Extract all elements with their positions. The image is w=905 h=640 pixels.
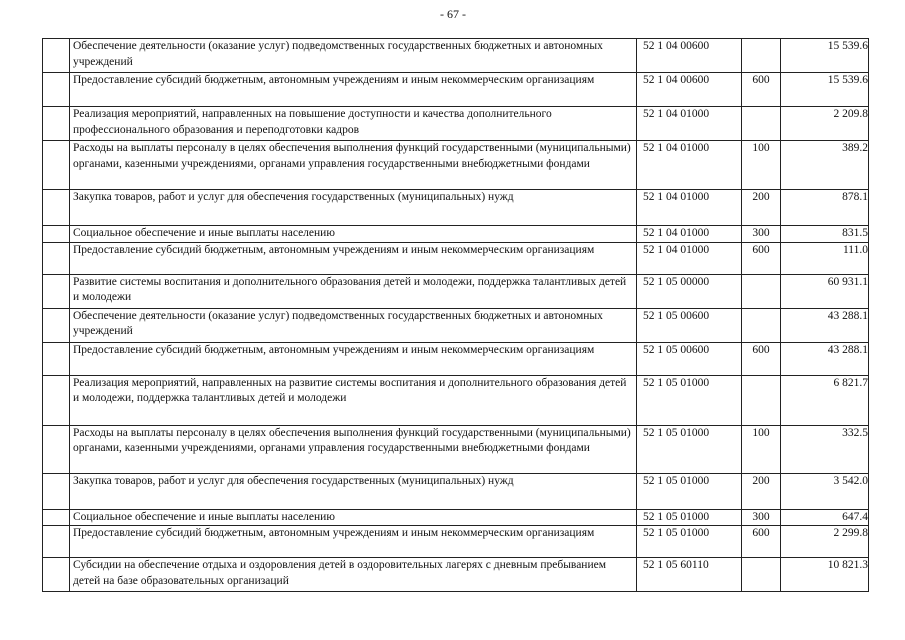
expense-name: Предоставление субсидий бюджетным, автономным учреждениям и иным некоммерческим организациям — [70, 73, 637, 107]
expense-name: Реализация мероприятий, направленных на повышение доступности и качества дополнительного профессионального образования и переподготовки кадров — [70, 107, 637, 141]
row-blank-cell — [43, 73, 70, 107]
target-code: 52 1 05 00600 — [637, 342, 742, 375]
row-blank-cell — [43, 190, 70, 226]
expense-name: Расходы на выплаты персоналу в целях обеспечения выполнения функций государственными (муниципальными) органами, казенными учреждениями, органами управления государственными внебюджетными фондами — [70, 141, 637, 190]
expense-name: Обеспечение деятельности (оказание услуг) подведомственных государственных бюджетных и автономных учреждений — [70, 39, 637, 73]
target-code: 52 1 05 01000 — [637, 526, 742, 558]
amount: 43 288.1 — [781, 308, 869, 342]
expense-type — [742, 39, 781, 73]
table-row — [43, 473, 869, 509]
table-row — [43, 308, 869, 342]
expense-type: 200 — [742, 190, 781, 226]
table-row — [43, 141, 869, 190]
table-row — [43, 342, 869, 375]
expense-type: 600 — [742, 526, 781, 558]
amount: 43 288.1 — [781, 342, 869, 375]
expense-name: Предоставление субсидий бюджетным, автономным учреждениям и иным некоммерческим организациям — [70, 242, 637, 274]
target-code: 52 1 05 00000 — [637, 274, 742, 308]
expense-type: 600 — [742, 242, 781, 274]
target-code: 52 1 05 01000 — [637, 375, 742, 425]
expense-name: Предоставление субсидий бюджетным, автономным учреждениям и иным некоммерческим организациям — [70, 342, 637, 375]
expense-name: Закупка товаров, работ и услуг для обеспечения государственных (муниципальных) нужд — [70, 190, 637, 226]
amount: 2 209.8 — [781, 107, 869, 141]
expense-type: 200 — [742, 473, 781, 509]
target-code: 52 1 04 01000 — [637, 141, 742, 190]
expense-name: Закупка товаров, работ и услуг для обеспечения государственных (муниципальных) нужд — [70, 473, 637, 509]
table-row — [43, 558, 869, 592]
expense-type: 600 — [742, 342, 781, 375]
expense-type: 100 — [742, 425, 781, 473]
expense-type: 300 — [742, 226, 781, 243]
amount: 878.1 — [781, 190, 869, 226]
amount: 111.0 — [781, 242, 869, 274]
target-code: 52 1 05 00600 — [637, 308, 742, 342]
target-code: 52 1 04 01000 — [637, 242, 742, 274]
table-row — [43, 242, 869, 274]
expense-type — [742, 274, 781, 308]
target-code: 52 1 04 01000 — [637, 107, 742, 141]
target-code: 52 1 04 00600 — [637, 73, 742, 107]
expense-name: Расходы на выплаты персоналу в целях обеспечения выполнения функций государственными (муниципальными) органами, казенными учреждениями, органами управления государственными внебюджетными фондами — [70, 425, 637, 473]
amount: 831.5 — [781, 226, 869, 243]
table-row — [43, 73, 869, 107]
row-blank-cell — [43, 558, 70, 592]
expense-type: 300 — [742, 509, 781, 526]
amount: 3 542.0 — [781, 473, 869, 509]
target-code: 52 1 04 01000 — [637, 190, 742, 226]
row-blank-cell — [43, 141, 70, 190]
expense-name: Социальное обеспечение и иные выплаты населению — [70, 509, 637, 526]
row-blank-cell — [43, 242, 70, 274]
row-blank-cell — [43, 107, 70, 141]
table-row — [43, 274, 869, 308]
amount: 6 821.7 — [781, 375, 869, 425]
row-blank-cell — [43, 473, 70, 509]
expense-type: 600 — [742, 73, 781, 107]
amount: 332.5 — [781, 425, 869, 473]
table-row — [43, 425, 869, 473]
expense-name: Обеспечение деятельности (оказание услуг) подведомственных государственных бюджетных и автономных учреждений — [70, 308, 637, 342]
table-row — [43, 226, 869, 243]
amount: 60 931.1 — [781, 274, 869, 308]
expense-type — [742, 558, 781, 592]
target-code: 52 1 05 01000 — [637, 473, 742, 509]
target-code: 52 1 04 01000 — [637, 226, 742, 243]
expense-name: Реализация мероприятий, направленных на развитие системы воспитания и дополнительного образования детей и молодежи, поддержка талантливых детей и молодежи — [70, 375, 637, 425]
table-row — [43, 509, 869, 526]
row-blank-cell — [43, 526, 70, 558]
table-row — [43, 526, 869, 558]
row-blank-cell — [43, 425, 70, 473]
amount: 15 539.6 — [781, 73, 869, 107]
amount: 2 299.8 — [781, 526, 869, 558]
target-code: 52 1 05 01000 — [637, 425, 742, 473]
row-blank-cell — [43, 226, 70, 243]
amount: 389.2 — [781, 141, 869, 190]
row-blank-cell — [43, 274, 70, 308]
expense-type: 100 — [742, 141, 781, 190]
budget-table — [42, 38, 869, 592]
table-row — [43, 107, 869, 141]
expense-name: Субсидии на обеспечение отдыха и оздоровления детей в оздоровительных лагерях с дневным пребыванием детей на базе образовательных организаций — [70, 558, 637, 592]
expense-type — [742, 375, 781, 425]
row-blank-cell — [43, 375, 70, 425]
expense-name: Предоставление субсидий бюджетным, автономным учреждениям и иным некоммерческим организациям — [70, 526, 637, 558]
expense-name: Развитие системы воспитания и дополнительного образования детей и молодежи, поддержка талантливых детей и молодежи — [70, 274, 637, 308]
expense-name: Социальное обеспечение и иные выплаты населению — [70, 226, 637, 243]
target-code: 52 1 04 00600 — [637, 39, 742, 73]
row-blank-cell — [43, 39, 70, 73]
expense-type — [742, 308, 781, 342]
row-blank-cell — [43, 342, 70, 375]
amount: 15 539.6 — [781, 39, 869, 73]
table-row — [43, 375, 869, 425]
row-blank-cell — [43, 308, 70, 342]
target-code: 52 1 05 60110 — [637, 558, 742, 592]
table-row — [43, 190, 869, 226]
page-number: - 67 - — [440, 7, 466, 21]
table-row — [43, 39, 869, 73]
expense-type — [742, 107, 781, 141]
amount: 10 821.3 — [781, 558, 869, 592]
amount: 647.4 — [781, 509, 869, 526]
row-blank-cell — [43, 509, 70, 526]
target-code: 52 1 05 01000 — [637, 509, 742, 526]
